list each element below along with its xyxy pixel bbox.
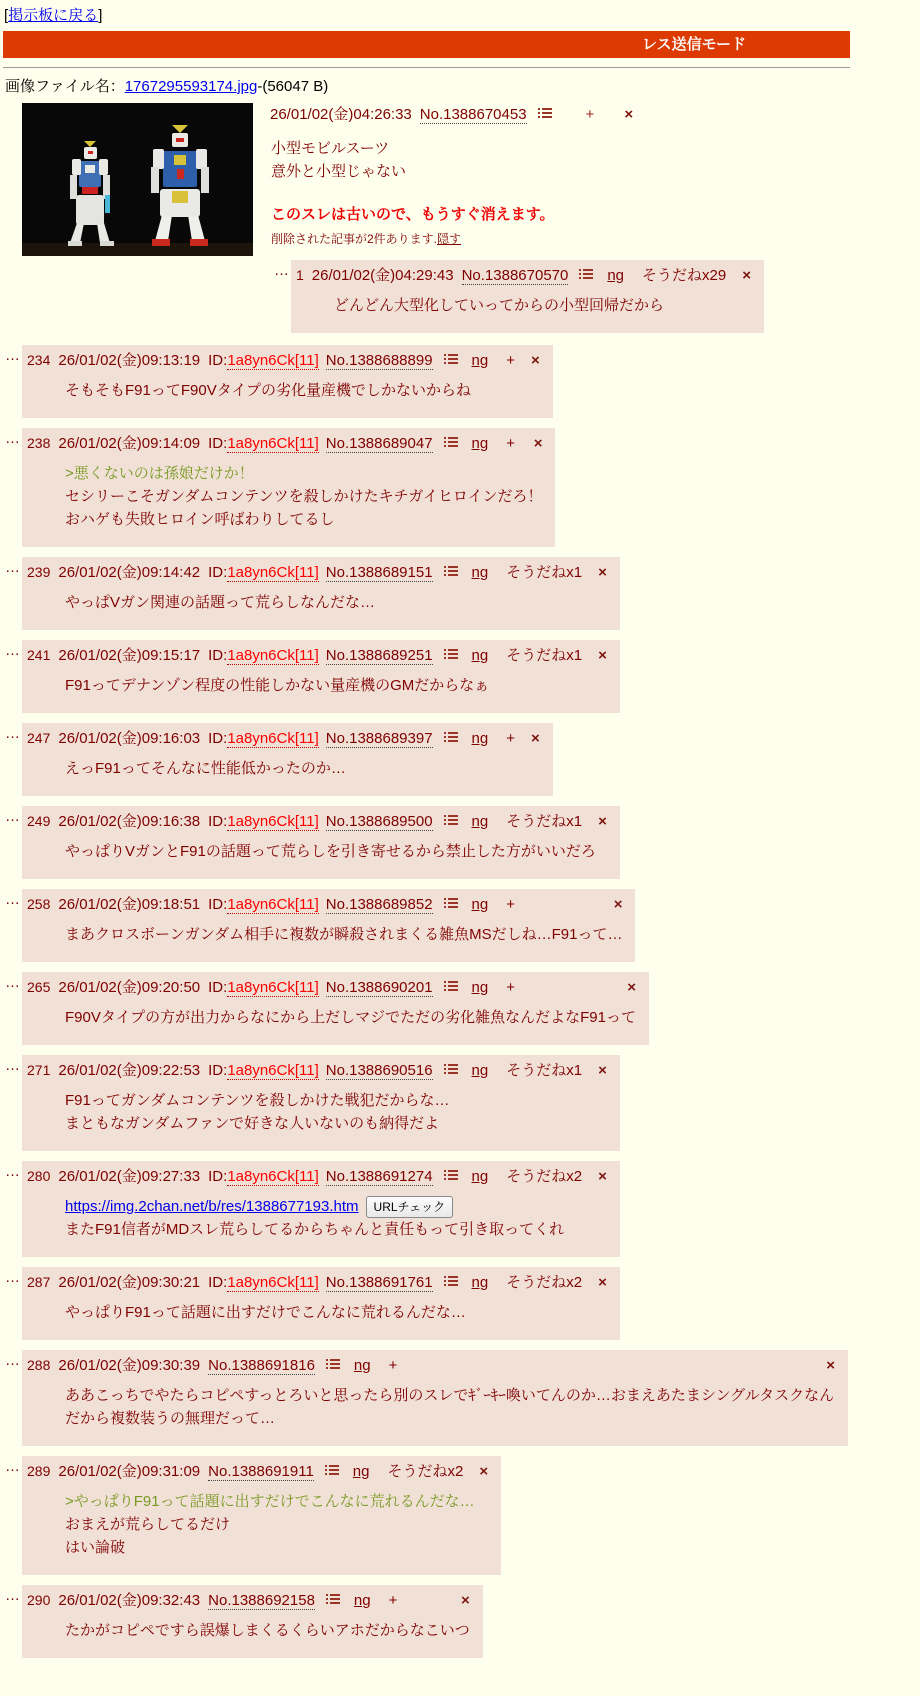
reply-body [65,1490,488,1559]
delete-x-button[interactable]: × [598,813,607,830]
reply-number: 265 [27,979,51,995]
reply-header [27,1354,835,1375]
reply-id-link[interactable]: 1a8yn6Ck[11] [227,1168,319,1185]
reply-box [22,1456,501,1575]
reply-menu-dots[interactable]: … [5,430,20,447]
reply-no-link[interactable]: No.1388691911 [208,1463,314,1480]
reply-header [27,1271,607,1292]
reply-text-line: やっぱりF91って話題に出すだけでこんなに荒れるんだな… [65,1304,466,1321]
ng-link[interactable]: ng [353,1357,371,1374]
reply-body [65,757,540,780]
reply-number: 249 [27,813,51,829]
reply-header [27,1460,488,1481]
reply-text-line: おハゲも失敗ヒロイン呼ばわりしてるし [65,511,335,528]
reply-id-link[interactable]: 1a8yn6Ck[11] [227,647,319,664]
list-menu-icon[interactable] [325,1463,339,1480]
ng-link[interactable]: ng [471,896,489,913]
ng-link[interactable]: ng [471,813,489,830]
reply-text-line: またF91信者がMDスレ荒らしてるからちゃんと責任もって引き取ってくれ [65,1221,565,1238]
ng-link[interactable]: ng [352,1463,370,1480]
reply-text-line: そもそもF91ってF90Vタイプの劣化量産機でしかないからね [65,382,471,399]
plus-button[interactable]: + [506,896,515,913]
delete-x-button[interactable]: × [613,896,623,913]
list-menu-icon[interactable] [444,352,458,369]
reply-text-line: たかがコピペですら誤爆しまくるくらいアホだからなこいつ [65,1622,470,1639]
reply-text-line: F90Vタイプの方が出力からなにから上だしマジでただの劣化雑魚なんだよなF91って [65,1009,636,1026]
ng-link[interactable]: ng [471,435,489,452]
reply-number: 247 [27,730,51,746]
reply-id-label: ID: [208,564,228,581]
plus-button[interactable]: + [506,435,515,452]
reply-row [5,1267,850,1340]
reply-box [22,806,620,879]
url-check-button[interactable]: URLチェック [366,1196,454,1218]
delete-x-button[interactable]: × [624,106,634,123]
reply-body [65,1089,607,1135]
soudane-link[interactable]: そうだねx2 [506,1274,583,1291]
plus-button[interactable]: + [388,1357,398,1374]
reply-header [296,264,751,285]
reply-id-wrap [208,730,319,747]
reply-row [5,723,850,796]
reply-list [3,345,850,1658]
reply-menu-dots[interactable]: … [5,808,20,825]
reply-box [22,1585,483,1658]
reply-menu-dots[interactable]: … [274,262,289,279]
reply-date: 26/01/02(金)09:15:17 [58,647,201,664]
reply-header [27,727,540,748]
reply-date: 26/01/02(金)09:13:19 [58,352,201,369]
reply-body [334,294,751,317]
reply-id-link[interactable]: 1a8yn6Ck[11] [227,1274,319,1291]
reply-id-link[interactable]: 1a8yn6Ck[11] [227,1062,319,1079]
reply-text-line: まともなガンダムファンで好きな人いないのも納得だよ [65,1115,440,1132]
reply-number: 1 [296,267,304,283]
reply-box [22,723,553,796]
reply-header [27,893,622,914]
reply-id-wrap [208,896,319,913]
reply-mode-bar: レス送信モード [3,31,850,58]
reply-id-link[interactable]: 1a8yn6Ck[11] [227,352,319,369]
reply-menu-dots[interactable]: … [5,1163,20,1180]
reply-box [22,428,555,547]
delete-x-button[interactable]: × [460,1592,470,1609]
list-menu-icon[interactable] [444,647,458,664]
reply-body [65,1195,607,1241]
reply-date: 26/01/02(金)09:18:51 [58,896,201,913]
url-line [65,1195,607,1218]
reply-id-label: ID: [208,1168,228,1185]
reply-id-wrap [208,1274,319,1291]
list-menu-icon[interactable] [579,267,593,284]
reply-row [5,972,850,1045]
op-text [271,137,850,183]
reply-menu-dots[interactable]: … [5,1269,20,1286]
list-menu-icon[interactable] [444,1274,458,1291]
hide-deleted-link[interactable]: 隠す [437,232,462,246]
reply-row [5,1350,850,1446]
reply-no-link[interactable]: No.1388670570 [461,267,569,284]
reply-no-link[interactable]: No.1388688899 [325,352,433,369]
op-text-line: 意外と小型じゃない [271,163,407,180]
reply-box [22,1161,620,1257]
reply-date: 26/01/02(金)09:14:42 [58,564,201,581]
reply-box [22,1350,848,1446]
delete-x-button[interactable]: × [598,647,607,664]
reply-text-line: F91ってデナンゾン程度の性能しかない量産機のGMだからなぁ [65,677,490,694]
reply-number: 288 [27,1357,51,1373]
reply-text-line: やっぱりVガンとF91の話題って荒らしを引き寄せるから禁止した方がいいだろ [65,843,596,860]
divider [3,67,850,68]
reply-number: 234 [27,352,51,368]
delete-x-button[interactable]: × [533,435,543,452]
reply-box [22,889,635,962]
delete-x-button[interactable]: × [826,1357,835,1374]
external-url-link[interactable]: https://img.2chan.net/b/res/1388677193.htm [65,1198,359,1215]
reply-row [5,889,850,962]
reply-id-link[interactable]: 1a8yn6Ck[11] [227,813,319,830]
reply-body [65,1384,835,1430]
reply-no-link[interactable]: No.1388689047 [325,435,433,452]
reply-text-line: はい論破 [65,1539,126,1556]
reply-row [5,345,850,418]
reply-date: 26/01/02(金)09:22:53 [58,1062,201,1079]
reply-body [65,674,607,697]
delete-x-button[interactable]: × [530,730,540,747]
op-no-link[interactable]: No.1388670453 [419,106,527,123]
reply-row [5,806,850,879]
reply-id-label: ID: [208,896,228,913]
reply-menu-dots[interactable]: … [5,642,20,659]
reply-body [65,840,607,863]
ng-link[interactable]: ng [471,352,489,369]
delete-x-button[interactable]: × [742,267,751,284]
reply-header [27,1589,470,1610]
reply-id-link[interactable]: 1a8yn6Ck[11] [227,435,319,452]
list-menu-icon[interactable] [444,564,458,581]
reply-text-line: えっF91ってそんなに性能低かったのか… [65,760,346,777]
reply-header [27,1059,607,1080]
reply-no-link[interactable]: No.1388692158 [208,1592,315,1609]
reply-menu-dots[interactable]: … [5,347,20,364]
delete-x-button[interactable]: × [627,979,636,996]
delete-x-button[interactable]: × [530,352,540,369]
list-menu-icon[interactable] [444,1168,458,1185]
reply-id-label: ID: [208,1274,228,1291]
reply-no-link[interactable]: No.1388691274 [325,1168,433,1185]
reply-no-link[interactable]: No.1388690201 [325,979,433,996]
reply-number: 258 [27,896,51,912]
reply-number: 280 [27,1168,51,1184]
reply-row [5,557,850,630]
list-menu-icon[interactable] [538,106,552,123]
image-file-line [5,75,850,96]
reply-number: 271 [27,1062,51,1078]
reply-body [65,379,540,402]
reply-body [65,462,542,531]
reply-menu-dots[interactable]: … [5,725,20,742]
list-menu-icon[interactable] [326,1357,340,1374]
op-text-line: 小型モビルスーツ [271,140,390,157]
delete-x-button[interactable]: × [598,1274,607,1291]
ng-link[interactable]: ng [471,1062,489,1079]
delete-x-button[interactable]: × [598,1062,607,1079]
reply-box [291,260,764,333]
reply-row [5,1585,850,1658]
reply-id-wrap [208,352,319,369]
reply-id-wrap [208,647,319,664]
reply-header [27,432,542,453]
reply-box [22,345,553,418]
ng-link[interactable]: ng [471,1168,489,1185]
reply-id-label: ID: [208,813,228,830]
reply-text-line: おまえが荒らしてるだけ [65,1516,231,1533]
reply-id-wrap [208,979,319,996]
reply-id-link[interactable]: 1a8yn6Ck[11] [227,730,319,747]
soudane-link[interactable]: そうだねx2 [387,1463,464,1480]
reply-number: 290 [27,1592,51,1608]
soudane-link[interactable]: そうだねx1 [506,647,583,664]
list-menu-icon[interactable] [444,813,458,830]
reply-menu-dots[interactable]: … [5,1458,20,1475]
delete-x-button[interactable]: × [479,1463,489,1480]
reply-id-label: ID: [208,435,228,452]
reply-box [22,557,620,630]
reply-box [22,640,620,713]
reply-menu-dots[interactable]: … [5,1587,20,1604]
deleted-posts-text: 削除された記事が2件あります. [271,232,438,246]
reply-no-link[interactable]: No.1388689151 [325,564,433,581]
reply-row [5,640,850,713]
delete-x-button[interactable]: × [598,564,607,581]
list-menu-icon[interactable] [444,435,458,452]
reply-id-link[interactable]: 1a8yn6Ck[11] [227,896,319,913]
list-menu-icon[interactable] [444,896,458,913]
reply-header [27,976,636,997]
reply-header [27,810,607,831]
ng-link[interactable]: ng [607,267,625,284]
reply-date: 26/01/02(金)09:27:33 [58,1168,201,1185]
reply-body [65,923,622,946]
reply-id-label: ID: [208,1062,228,1079]
reply-menu-dots[interactable]: … [5,974,20,991]
delete-x-button[interactable]: × [598,1168,607,1185]
soudane-link[interactable]: そうだねx29 [642,267,727,284]
reply-date: 26/01/02(金)09:31:09 [58,1463,201,1480]
reply-row [5,1055,850,1151]
op-content [270,103,850,333]
reply-id-label: ID: [208,352,228,369]
original-post [5,103,850,333]
op-header [270,103,850,124]
reply-date: 26/01/02(金)09:20:50 [58,979,201,996]
ng-link[interactable]: ng [471,1274,489,1291]
first-reply-slot [270,260,850,333]
ng-link[interactable]: ng [471,647,489,664]
image-file-size: -(56047 B) [257,78,329,95]
soudane-link[interactable]: そうだねx1 [506,564,583,581]
reply-box [22,972,649,1045]
bracket-open: [ [4,7,9,24]
reply-text-line: どんどん大型化していってからの小型回帰だから [334,297,665,314]
reply-text-line: F91ってガンダムコンテンツを殺しかけた戦犯だからな… [65,1092,450,1109]
reply-number: 289 [27,1463,51,1479]
image-file-link[interactable]: 1767295593174.jpg [124,78,258,95]
op-date: 26/01/02(金)04:26:33 [270,106,412,123]
reply-no-link[interactable]: No.1388691816 [208,1357,315,1374]
reply-box [22,1267,620,1340]
ng-link[interactable]: ng [353,1592,371,1609]
reply-no-link[interactable]: No.1388690516 [325,1062,433,1079]
reply-box [22,1055,620,1151]
reply-menu-dots[interactable]: … [5,1352,20,1369]
quoted-text-line: >悪くないのは孫娘だけか！ [65,465,254,482]
reply-id-label: ID: [208,730,228,747]
reply-date: 26/01/02(金)09:16:03 [58,730,201,747]
reply-body [65,1619,470,1642]
list-menu-icon[interactable] [444,979,458,996]
reply-number: 238 [27,435,51,451]
ng-link[interactable]: ng [471,730,489,747]
reply-row [274,260,850,333]
reply-row [5,1456,850,1575]
back-to-board-link[interactable]: 掲示板に戻る [8,7,99,24]
plus-button[interactable]: + [506,352,515,369]
reply-menu-dots[interactable]: … [5,559,20,576]
soudane-link[interactable]: そうだねx1 [506,813,583,830]
reply-date: 26/01/02(金)09:30:39 [58,1357,201,1374]
reply-menu-dots[interactable]: … [5,891,20,908]
quoted-text-line: >やっぱりF91って話題に出すだけでこんなに荒れるんだな… [65,1493,475,1510]
plus-button[interactable]: + [506,979,515,996]
soudane-link[interactable]: そうだねx2 [506,1168,583,1185]
reply-id-link[interactable]: 1a8yn6Ck[11] [227,979,319,996]
reply-number: 239 [27,564,51,580]
reply-id-label: ID: [208,647,228,664]
reply-date: 26/01/02(金)09:14:09 [58,435,201,452]
reply-body [65,1301,607,1324]
reply-header [27,644,607,665]
reply-header [27,561,607,582]
reply-text-line: やっぱVガン関連の話題って荒らしなんだな… [65,594,376,611]
reply-no-link[interactable]: No.1388689852 [325,896,433,913]
reply-row [5,1161,850,1257]
plus-button[interactable]: + [506,730,515,747]
reply-id-wrap [208,1168,319,1185]
list-menu-icon[interactable] [444,730,458,747]
reply-id-wrap [208,564,319,581]
reply-body [65,1006,636,1029]
thread-expire-warning: このスレは古いので、もうすぐ消えます。 [271,206,555,223]
image-file-label: 画像ファイル名： [5,78,125,95]
list-menu-icon[interactable] [326,1592,340,1609]
reply-text-line: セシリーこそガンダムコンテンツを殺しかけたキチガイヒロインだろ！ [65,488,543,505]
bracket-close: ] [98,7,103,24]
reply-id-link[interactable]: 1a8yn6Ck[11] [227,564,319,581]
back-to-board-line [4,4,850,25]
reply-number: 241 [27,647,51,663]
deleted-posts-note [271,230,850,247]
reply-body [65,591,607,614]
soudane-link[interactable]: そうだねx1 [506,1062,583,1079]
reply-header [27,349,540,370]
reply-no-link[interactable]: No.1388691761 [325,1274,433,1291]
reply-text-line: ああこっちでやたらコピペすっとろいと思ったら別のスレでｷﾞｰｷｰ喚いてんのか…おまえあたまシングルタスクなんだから複数装うの無理だって… [65,1387,835,1427]
reply-text-line: まあクロスボーンガンダム相手に複数が瞬殺されまくる雑魚MSだしね…F91って… [65,926,623,943]
reply-no-link[interactable]: No.1388689397 [325,730,433,747]
reply-no-link[interactable]: No.1388689500 [325,813,433,830]
reply-date: 26/01/02(金)09:32:43 [58,1592,201,1609]
ng-link[interactable]: ng [471,979,489,996]
reply-id-wrap [208,813,319,830]
reply-date: 26/01/02(金)04:29:43 [311,267,454,284]
plus-button[interactable]: + [585,106,595,123]
thread-image-thumbnail[interactable] [22,103,253,256]
reply-row [5,428,850,547]
reply-id-label: ID: [208,979,228,996]
reply-id-wrap [208,435,319,452]
ng-link[interactable]: ng [471,564,489,581]
reply-date: 26/01/02(金)09:30:21 [58,1274,201,1291]
reply-number: 287 [27,1274,51,1290]
reply-date: 26/01/02(金)09:16:38 [58,813,201,830]
reply-id-wrap [208,1062,319,1079]
reply-header [27,1165,607,1186]
reply-menu-dots[interactable]: … [5,1057,20,1074]
plus-button[interactable]: + [388,1592,398,1609]
reply-no-link[interactable]: No.1388689251 [325,647,433,664]
list-menu-icon[interactable] [444,1062,458,1079]
